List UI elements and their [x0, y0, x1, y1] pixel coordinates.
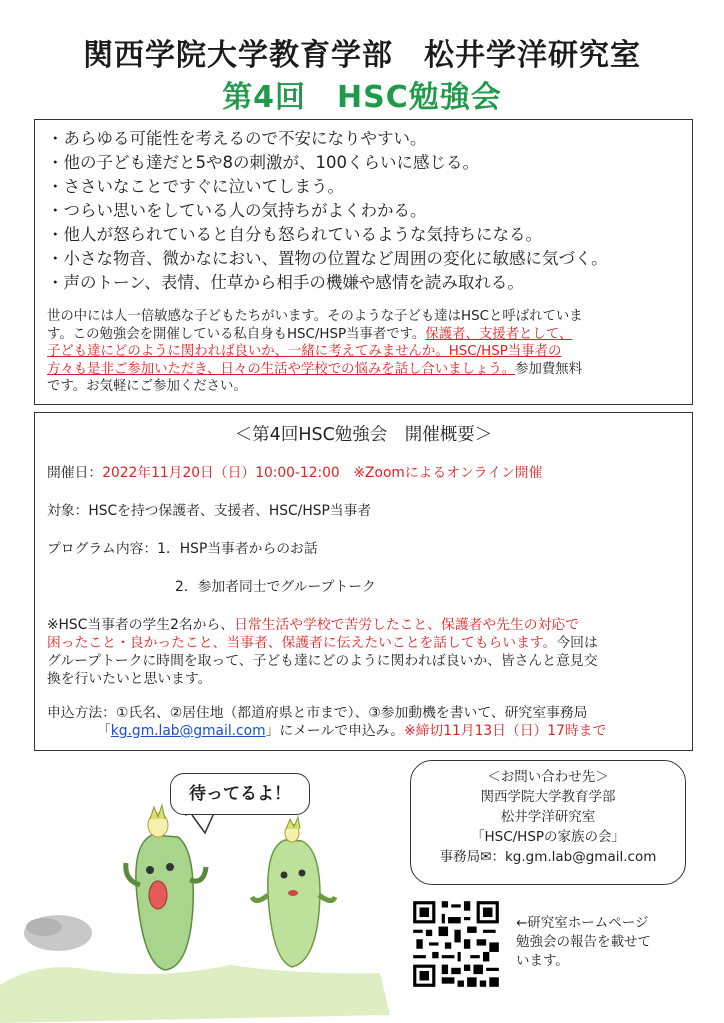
mascot-left	[126, 805, 206, 970]
target-line: 対象：HSCを持つ保護者、支援者、HSC/HSP当事者	[47, 503, 372, 519]
traits-list	[47, 127, 680, 295]
deadline-text: ※締切11月13日（日）17時まで	[404, 723, 607, 739]
mascot-right	[252, 817, 335, 967]
intro-emphasis: 方々も是非ご参加いただき、日々の生活や学校での悩みを話し合いましょう。	[47, 361, 516, 377]
program-item: 2．参加者同士でグループトーク	[175, 579, 376, 595]
note-text: ※HSC当事者の学生2名から、	[47, 617, 235, 633]
apply-text: 」にメールで申込み。	[265, 723, 405, 739]
trait-item: ・他の子ども達だと5や8の刺激が、100くらいに感じる。	[47, 153, 479, 172]
qr-note-line: 勉強会の報告を載せて	[516, 934, 651, 950]
contact-org: 松井学洋研究室	[500, 809, 596, 825]
intro-emphasis: 子ども達にどのように関われば良いか、一緒に考えてみませんか。HSC/HSP当事者の	[47, 344, 562, 359]
program-item: プログラム内容：1．HSP当事者からのお話	[47, 541, 318, 557]
intro-line	[47, 361, 680, 379]
date-line	[47, 464, 680, 482]
date-label: 開催日：	[47, 465, 103, 481]
note-line	[47, 616, 680, 634]
page-title: 関西学院大学教育学部 松井学洋研究室	[83, 38, 641, 73]
trait-item: ・ささいなことですぐに泣いてしまう。	[47, 177, 344, 196]
trait-item: ・つらい思いをしている人の気持ちがよくわかる。	[47, 201, 427, 220]
email-link[interactable]: kg.gm.lab@gmail.com	[110, 723, 266, 739]
date-value: 2022年11月20日（日）10:00-12:00 ※Zoomによるオンライン開催	[102, 465, 543, 481]
event-title: 第4回 HSC勉強会	[222, 80, 502, 115]
note-emphasis: 困ったこと・良かったこと、当事者、保護者に伝えたいことを話してもらいます。	[47, 635, 557, 651]
note-line	[47, 634, 680, 652]
apply-line: 申込方法：①氏名、②居住地（都道府県と市まで）、③参加動機を書いて、研究室事務局	[47, 705, 588, 721]
note-text: 今回は	[556, 635, 598, 651]
qr-code-icon[interactable]	[410, 898, 502, 990]
intro-paragraph	[47, 308, 680, 396]
apply-line	[47, 722, 680, 740]
apply-text: 「	[97, 723, 111, 739]
intro-line	[47, 326, 680, 344]
note-line: グループトークに時間を取って、子ども達にどのように関われば良いか、皆さんと意見交	[47, 653, 598, 669]
grass-ground	[0, 965, 390, 1023]
contact-email[interactable]: 事務局✉：kg.gm.lab@gmail.com	[439, 849, 657, 865]
intro-text: す。この勉強会を開催している私自身もHSC/HSP当事者です。	[47, 326, 426, 342]
overview-heading: ＜第4回HSC勉強会 開催概要＞	[234, 425, 493, 445]
intro-line: です。お気軽にご参加ください。	[47, 379, 247, 394]
qr-note	[516, 914, 651, 971]
qr-note-line: います。	[516, 953, 569, 969]
contact-heading: ＜お問い合わせ先＞	[487, 769, 609, 785]
trait-item: ・あらゆる可能性を考えるので不安になりやすい。	[47, 129, 427, 148]
note-line: 換を行いたいと思います。	[47, 671, 212, 687]
overview-box	[34, 412, 693, 751]
note-emphasis: 日常生活や学校で苦労したこと、保護者や先生の対応で	[234, 617, 579, 633]
trait-item: ・他人が怒られていると自分も怒られているような気持ちになる。	[47, 225, 542, 244]
intro-line: 世の中には人一倍敏感な子どもたちがいます。そのような子ども達はHSCと呼ばれていま	[47, 309, 583, 324]
qr-note-line: ←研究室ホームページ	[516, 915, 649, 931]
speech-bubble: 待ってるよ！	[170, 773, 310, 815]
intro-box	[34, 119, 693, 405]
contact-org: 関西学院大学教育学部	[480, 789, 616, 805]
trait-item: ・小さな物音、微かなにおい、置物の位置など周囲の変化に敏感に気づく。	[47, 249, 608, 268]
trait-item: ・声のトーン、表情、仕草から相手の機嫌や感情を読み取れる。	[47, 273, 524, 292]
contact-org: 「HSC/HSPの家族の会」	[470, 829, 626, 845]
intro-text: 参加費無料	[515, 361, 583, 377]
intro-emphasis: 保護者、支援者として、	[425, 326, 573, 342]
contact-box	[410, 760, 686, 885]
